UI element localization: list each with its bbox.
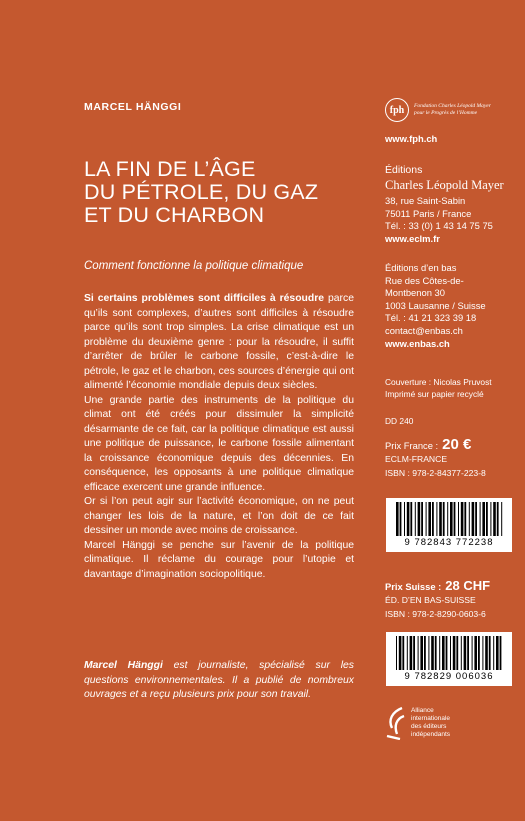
title-line: LA FIN DE L’ÂGE [84,157,256,181]
blurb-paragraph: Une grande partie des instruments de la politique du climat ont été créés pour dissimuler la simplicité désarmante de ce fait, car la politique climatique est aussi une politique de puissance, le carbone fossile alimentant la croissance économique depuis des décennies. En conséquence, les opposants à une politique climatique efficace exercent une grande influence. [84,394,354,493]
publisher-label: Éditions [385,164,423,176]
price-value: 20 € [442,436,472,453]
publisher-phone: Tél. : 41 21 323 39 18 [385,312,477,324]
title-line: DU PÉTROLE, DU GAZ [84,180,319,204]
alliance-line: indépendants [411,730,451,738]
price-value: 28 CHF [445,578,491,593]
title-line: ET DU CHARBON [84,203,265,227]
price-label: Prix France : [385,440,439,451]
blurb-paragraph: Or si l’on peut agir sur l’activité économique, on ne peut changer les lois de la nature, et l’on doit de ce fait dessiner un monde avec moins de croissance. [84,496,354,536]
publisher-address: 75011 Paris / France [385,207,472,219]
barcode-bars [392,502,506,536]
book-title [84,158,318,227]
book-subtitle: Comment fonctionne la politique climatique [84,260,304,272]
author-name: MARCEL HÄNGGI [84,101,182,113]
fph-logo-text: Fondation Charles Léopold Mayer pour le Progrès de l’Homme [414,103,491,116]
alliance-icon [384,706,406,740]
publisher-enbas [385,262,486,350]
publisher-email[interactable]: contact@enbas.ch [385,324,463,336]
fph-logo-icon: fph [385,98,409,122]
price-france-block [385,436,486,480]
alliance-line: des éditeurs [411,723,447,730]
alliance-text [411,707,450,738]
publisher-eclm [385,163,504,245]
dd-code: DD 240 [385,416,414,426]
barcode-bars [392,636,506,670]
alliance-logo [384,706,450,740]
publisher-label: Éditions d’en bas [385,262,457,273]
distributor: ÉD. D’EN BAS-SUISSE [385,594,476,605]
bio-text: est journaliste, spécialisé sur les questions environnementales. Il a publié de nombreux ouvrages et a reçu plusieurs prix pour son travail. [84,660,354,700]
barcode-number: 9 782843 772238 [404,537,494,548]
fph-logo [385,98,494,122]
publisher-address: Rue des Côtes-de- [385,274,464,286]
blurb [84,292,354,582]
publisher-address: 1003 Lausanne / Suisse [385,299,486,311]
blurb-text: parce qu’ils sont complexes, d’autres sont difficiles à résoudre parce qu’ils sont trop simples. La crise climatique est un problème du deuxième genre : pour la résoudre, il suffit d’arrêter de brûler le carbone fossile, c’est-à-dire le pétrole, le gaz et le charbon, ces sources d’énergie qui ont alimenté l’économie mondiale depuis deux siècles. [84,293,354,391]
author-bio [84,659,354,703]
barcode-swiss [386,632,512,686]
publisher-address: Montbenon 30 [385,287,445,299]
barcode-number: 9 782829 006036 [404,671,494,682]
isbn: ISBN : 978-2-8290-0603-6 [385,609,486,620]
cover-credit: Couverture : Nicolas Pruvost [385,377,492,387]
publisher-url[interactable]: www.enbas.ch [385,337,450,349]
alliance-line: Alliance [411,707,434,715]
credits [385,376,492,400]
price-swiss [385,580,490,594]
isbn: ISBN : 978-2-84377-223-8 [385,468,486,479]
blurb-paragraph: Marcel Hänggi se penche sur l’avenir de la politique climatique. Il réclame du courage pour l’utopie et davantage d’imagination sociopolitique. [84,539,354,580]
price-label: Prix Suisse : [385,581,442,592]
fph-url[interactable]: www.fph.ch [385,133,438,144]
publisher-name: Charles Léopold Mayer [385,178,504,192]
price-swiss-block [385,580,490,621]
blurb-paragraph [84,292,354,394]
publisher-address: 38, rue Saint-Sabin [385,195,466,206]
barcode-france [386,498,512,552]
paper-credit: Imprimé sur papier recyclé [385,389,484,399]
alliance-line: internationale [411,715,451,723]
publisher-url[interactable]: www.eclm.fr [385,232,440,244]
distributor: ECLM-FRANCE [385,453,448,464]
bio-name: Marcel Hänggi [84,660,163,671]
blurb-lead: Si certains problèmes sont difficiles à résoudre [84,293,325,304]
publisher-phone: Tél. : 33 (0) 1 43 14 75 75 [385,220,493,232]
price-france [385,436,486,453]
